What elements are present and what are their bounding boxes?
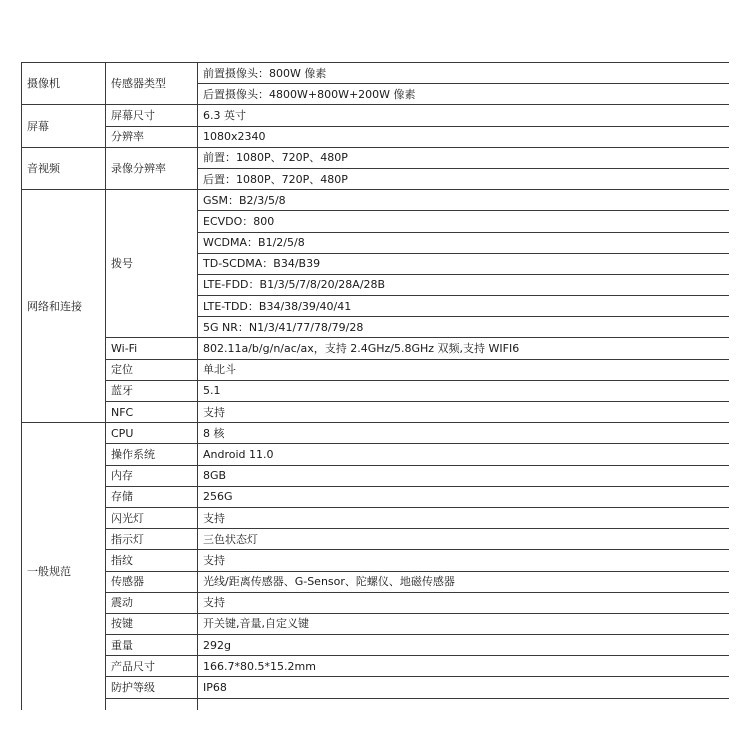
- table-row: [22, 529, 730, 550]
- value-cell: LTE-FDD：B1/3/5/7/8/20/28A/28B: [198, 274, 730, 295]
- table-row: [22, 486, 730, 507]
- category-cell: 屏幕: [22, 105, 106, 147]
- table-row: [22, 635, 730, 656]
- item-cell: 指示灯: [106, 529, 198, 550]
- table-row: [22, 444, 730, 465]
- category-cell: 音视频: [22, 147, 106, 189]
- value-cell: 支持: [198, 402, 730, 423]
- table-row: [22, 147, 730, 168]
- value-cell: 292g: [198, 635, 730, 656]
- item-cell: [106, 698, 198, 710]
- item-cell: 重量: [106, 635, 198, 656]
- value-cell: 后置：1080P、720P、480P: [198, 168, 730, 189]
- table-row: [22, 571, 730, 592]
- item-cell: 按键: [106, 613, 198, 634]
- table-row: [22, 190, 730, 211]
- value-cell: 8 核: [198, 423, 730, 444]
- item-cell: 震动: [106, 592, 198, 613]
- category-cell: 一般规范: [22, 423, 106, 710]
- value-cell: 5.1: [198, 380, 730, 401]
- table-row: [22, 677, 730, 698]
- spec-table: [21, 62, 729, 710]
- table-row: [22, 465, 730, 486]
- value-cell: WCDMA：B1/2/5/8: [198, 232, 730, 253]
- item-cell: 存储: [106, 486, 198, 507]
- item-cell: CPU: [106, 423, 198, 444]
- item-cell: 防护等级: [106, 677, 198, 698]
- table-row: [22, 423, 730, 444]
- value-cell: Android 11.0: [198, 444, 730, 465]
- item-cell: 闪光灯: [106, 507, 198, 528]
- value-cell: 三色状态灯: [198, 529, 730, 550]
- item-cell: 分辨率: [106, 126, 198, 147]
- table-row: [22, 63, 730, 84]
- value-cell: IP68: [198, 677, 730, 698]
- category-cell: 摄像机: [22, 63, 106, 105]
- value-cell: 802.11a/b/g/n/ac/ax，支持 2.4GHz/5.8GHz 双频,支持 WIFI6: [198, 338, 730, 359]
- table-row: [22, 380, 730, 401]
- item-cell: 录像分辨率: [106, 147, 198, 189]
- item-cell: 传感器: [106, 571, 198, 592]
- item-cell: 拨号: [106, 190, 198, 338]
- item-cell: NFC: [106, 402, 198, 423]
- item-cell: 内存: [106, 465, 198, 486]
- spec-sheet: [21, 62, 729, 710]
- category-cell: 网络和连接: [22, 190, 106, 423]
- table-row: [22, 698, 730, 710]
- value-cell: 光线/距离传感器、G-Sensor、陀螺仪、地磁传感器: [198, 571, 730, 592]
- value-cell: 6.3 英寸: [198, 105, 730, 126]
- table-row: [22, 359, 730, 380]
- table-row: [22, 656, 730, 677]
- table-row: [22, 507, 730, 528]
- value-cell: 256G: [198, 486, 730, 507]
- item-cell: 蓝牙: [106, 380, 198, 401]
- value-cell: ECVDO：800: [198, 211, 730, 232]
- value-cell: 单北斗: [198, 359, 730, 380]
- value-cell: 前置：1080P、720P、480P: [198, 147, 730, 168]
- value-cell: GSM：B2/3/5/8: [198, 190, 730, 211]
- table-row: [22, 105, 730, 126]
- value-cell: LTE-TDD：B34/38/39/40/41: [198, 296, 730, 317]
- table-row: [22, 613, 730, 634]
- value-cell: [198, 698, 730, 710]
- item-cell: 操作系统: [106, 444, 198, 465]
- value-cell: 支持: [198, 550, 730, 571]
- table-row: [22, 126, 730, 147]
- value-cell: 前置摄像头：800W 像素: [198, 63, 730, 84]
- value-cell: 后置摄像头：4800W+800W+200W 像素: [198, 84, 730, 105]
- table-row: [22, 338, 730, 359]
- value-cell: 支持: [198, 507, 730, 528]
- value-cell: 8GB: [198, 465, 730, 486]
- item-cell: Wi-Fi: [106, 338, 198, 359]
- value-cell: 166.7*80.5*15.2mm: [198, 656, 730, 677]
- item-cell: 屏幕尺寸: [106, 105, 198, 126]
- spec-table-body: [22, 63, 730, 711]
- value-cell: 开关键,音量,自定义键: [198, 613, 730, 634]
- table-row: [22, 402, 730, 423]
- value-cell: TD-SCDMA：B34/B39: [198, 253, 730, 274]
- value-cell: 1080x2340: [198, 126, 730, 147]
- table-row: [22, 592, 730, 613]
- value-cell: 5G NR：N1/3/41/77/78/79/28: [198, 317, 730, 338]
- value-cell: 支持: [198, 592, 730, 613]
- item-cell: 产品尺寸: [106, 656, 198, 677]
- item-cell: 定位: [106, 359, 198, 380]
- item-cell: 传感器类型: [106, 63, 198, 105]
- table-row: [22, 550, 730, 571]
- item-cell: 指纹: [106, 550, 198, 571]
